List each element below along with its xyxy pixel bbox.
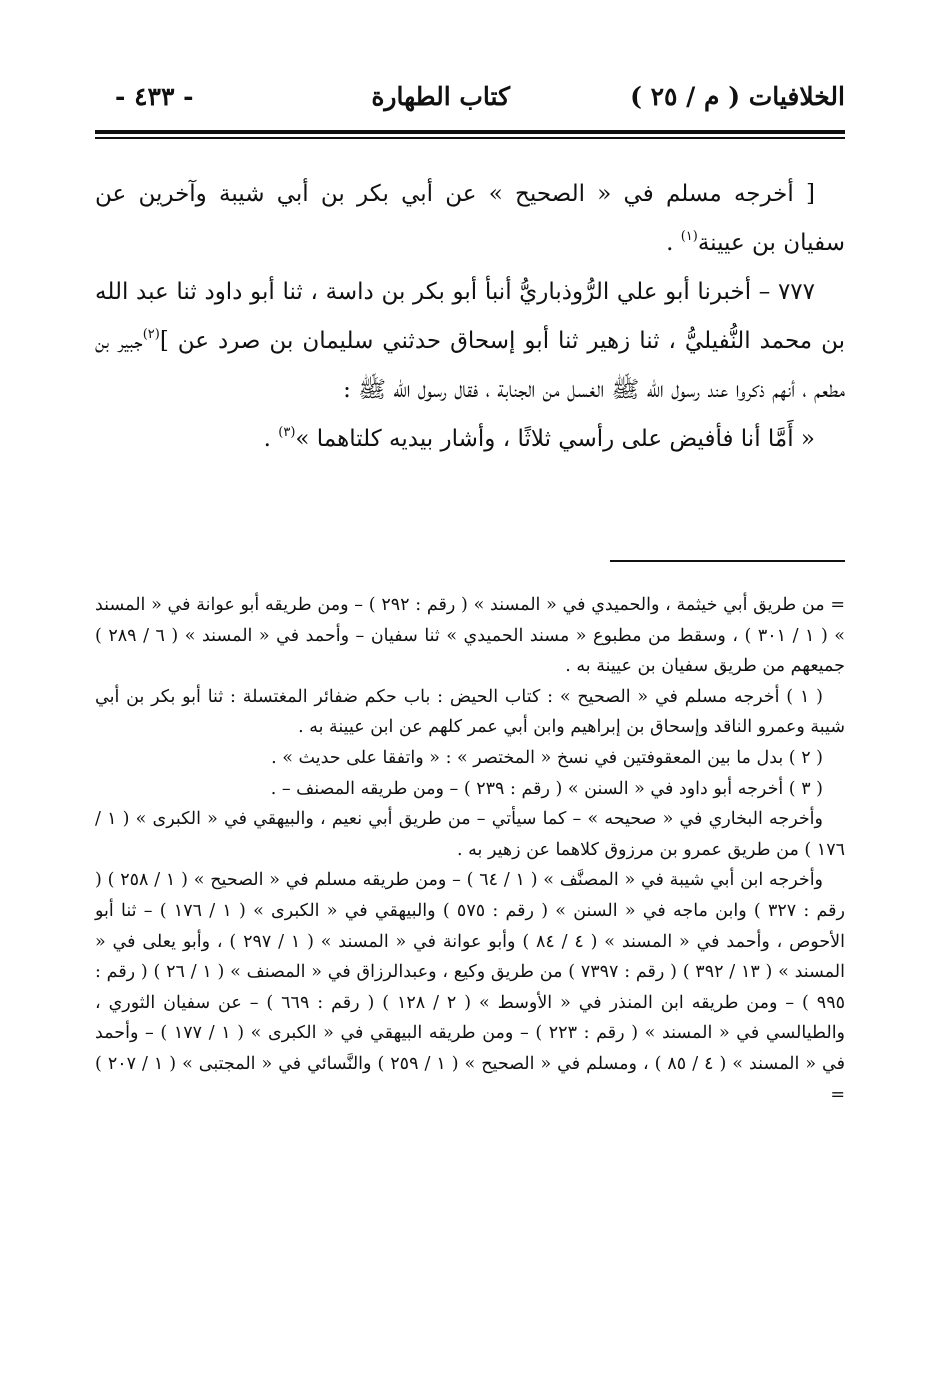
paragraph-2-end: جبير بن مطعم ، أنهم ذكروا عند رسول الله ﷺ الغسل من الجنابة ، فقال رسول الله ﷺ : [95, 328, 845, 403]
main-text [95, 170, 845, 464]
footnote-ref-1: (١) [680, 229, 698, 244]
paragraph-2-text: ٧٧٧ – أخبرنا أبو علي الرُّوذباريُّ أنبأ أبو بكر بن داسة ، ثنا أبو داود ثنا عبد الله بن محمد النُّفيليُّ ، ثنا زهير ثنا أبو إسحاق حدثني سليمان بن صرد عن ] [95, 279, 845, 354]
header-rule-thick [95, 130, 845, 134]
footnote-1: ( ١ ) أخرجه مسلم في « الصحيح » : كتاب الحيض : باب حكم ضفائر المغتسلة : ثنا أبو بكر بن أبي شيبة وعمرو الناقد وإسحاق بن إبراهيم وابن أبي عمر كلهم عن ابن عيينة به . [95, 686, 845, 738]
hadith-quote-end: . [263, 426, 279, 452]
running-header [95, 80, 845, 124]
footnote-separator [610, 560, 845, 562]
paragraph-1-end: . [666, 230, 681, 256]
page-number: - ٤٣٣ - [115, 82, 194, 111]
header-rule-thin [95, 137, 845, 139]
hadith-quote-text: « أَمَّا أنا فأفيض على رأسي ثلاثًا ، وأشار بيديه كلتاهما » [295, 426, 815, 452]
footnote-continuation: = من طريق أبي خيثمة ، والحميدي في « المسند » ( رقم : ٢٩٢ ) – ومن طريقه أبو عوانة في « المسند » ( ١ / ٣٠١ ) ، وسقط من مطبوع « مسند الحميدي » ثنا سفيان – وأحمد في « المسند » ( ٦ / ٢٨٩ ) جميعهم من طريق سفيان بن عيينة به . [95, 595, 845, 677]
footnote-3: ( ٣ ) أخرجه أبو داود في « السنن » ( رقم : ٢٣٩ ) – ومن طريقه المصنف – . [270, 778, 823, 799]
book-page [95, 80, 845, 1310]
footnote-2: ( ٢ ) بدل ما بين المعقوفتين في نسخ « المختصر » : « واتفقا على حديث » . [271, 747, 823, 768]
footnote-3-part-3: وأخرجه ابن أبي شيبة في « المصنَّف » ( ١ / ٦٤ ) – ومن طريقه مسلم في « الصحيح » ( ١ / ٢٥٨ ) ( رقم : ٣٢٧ ) وابن ماجه في « السنن » ( رقم : ٥٧٥ ) والبيهقي في « الكبرى » ( ١ / ١٧٦ ) – ثنا أبو الأحوص ، وأحمد في « المسند » ( ٤ / ٨٤ ) وأبو عوانة في « المسند » ( ١ / ٢٩٧ ) ، وأبو يعلى في « المسند » ( ١٣ / ٣٩٢ ) ( رقم : ٧٣٩٧ ) من طريق وكيع ، وعبدالرزاق في « المصنف » ( ١ / ٢٦ ) ( رقم : ٩٩٥ ) – ومن طريقه ابن المنذر في « الأوسط » ( ٢ / ١٢٨ ) ( رقم : ٦٦٩ ) – عن سفيان الثوري ، والطيالسي في « المسند » ( رقم : ٢٢٣ ) – ومن طريقه البيهقي في « الكبرى » ( ١ / ١٧٧ ) – وأحمد في « المسند » ( ٤ / ٨٥ ) ، ومسلم في « الصحيح » ( ١ / ٢٥٩ ) والنَّسائي في « المجتبى » ( ١ / ٢٠٧ ) = [95, 870, 846, 1105]
hadith-quote [95, 415, 845, 464]
paragraph-1-text: [ أخرجه مسلم في « الصحيح » عن أبي بكر بن أبي شيبة وآخرين عن سفيان بن عيينة [95, 181, 845, 256]
paragraph-2 [95, 268, 845, 415]
book-title: الخلافيات ( م / ٢٥ ) [630, 82, 845, 111]
footnote-ref-2: (٢) [142, 327, 160, 342]
footnotes [95, 590, 845, 1110]
paragraph-1 [95, 170, 845, 268]
chapter-title: كتاب الطهارة [371, 82, 510, 111]
footnote-3-part-2: وأخرجه البخاري في « صحيحه » – كما سيأتي – من طريق أبي نعيم ، والبيهقي في « الكبرى » ( ١ / ١٧٦ ) من طريق عمرو بن مرزوق كلاهما عن زهير به . [95, 809, 845, 860]
footnote-ref-3: (٣) [278, 425, 296, 440]
